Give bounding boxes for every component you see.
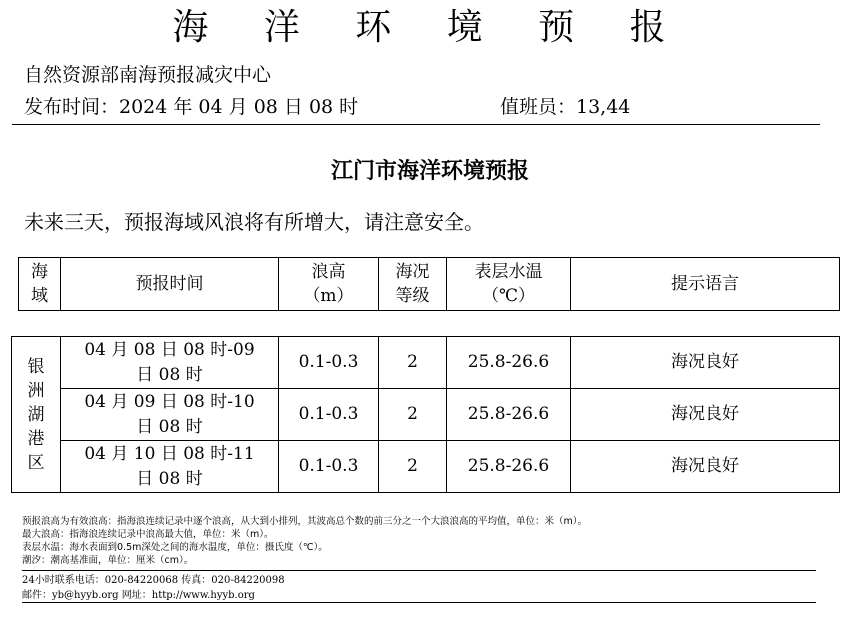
water-temp-cell: 25.8-26.6: [447, 337, 571, 389]
advice-cell: 海况良好: [571, 389, 840, 441]
contact-info: [22, 573, 285, 603]
water-temp-cell: 25.8-26.6: [447, 441, 571, 493]
water-temp-cell: 25.8-26.6: [447, 389, 571, 441]
note-wave-height: 预报浪高为有效浪高：指海浪连续记录中逐个浪高，从大到小排列，其波高总个数的前三分之一个大浪浪高的平均值，单位：米（m）。: [22, 516, 588, 527]
sea-state-cell: 2: [379, 441, 447, 493]
header-advice: 提示语言: [571, 258, 840, 311]
organization-name: 自然资源部南海预报减灾中心: [24, 64, 272, 86]
advice-cell: 海况良好: [571, 441, 840, 493]
footer-divider-top: [22, 570, 816, 571]
header-water-temp: 表层水温 （℃）: [447, 258, 571, 311]
forecast-time-cell: 04 月 10 日 08 时-11 日 08 时: [61, 441, 279, 493]
note-tide: 潮汐：潮高基准面，单位：厘米（cm）。: [22, 555, 194, 566]
forecast-time-cell: 04 月 09 日 08 时-10 日 08 时: [61, 389, 279, 441]
duty-officer: 值班员：13,44: [500, 96, 631, 118]
advice-cell: 海况良好: [571, 337, 840, 389]
footnotes: [22, 515, 587, 567]
table-row: [12, 337, 840, 389]
header-area: 海 域: [19, 258, 61, 311]
contact-email-web: 邮件：yb@hyyb.org 网址：http://www.hyyb.org: [22, 590, 255, 601]
report-subtitle: 江门市海洋环境预报: [330, 159, 529, 184]
table-row: [12, 389, 840, 441]
table-row: [12, 441, 840, 493]
forecast-summary: 未来三天，预报海域风浪将有所增大，请注意安全。: [24, 210, 484, 234]
issue-time: 发布时间：2024 年 04 月 08 日 08 时: [24, 96, 359, 118]
sea-state-cell: 2: [379, 337, 447, 389]
header-wave-height: 浪高 （m）: [279, 258, 379, 311]
forecast-time-cell: 04 月 08 日 08 时-09 日 08 时: [61, 337, 279, 389]
forecast-table-body: [11, 336, 840, 493]
footer-divider-bottom: [22, 602, 816, 603]
wave-height-cell: 0.1-0.3: [279, 389, 379, 441]
header-forecast-time: 预报时间: [61, 258, 279, 311]
header-sea-state: 海况 等级: [379, 258, 447, 311]
area-name-cell: 银 洲 湖 港 区: [12, 337, 61, 493]
wave-height-cell: 0.1-0.3: [279, 441, 379, 493]
sea-state-cell: 2: [379, 389, 447, 441]
contact-phone-fax: 24小时联系电话：020-84220068 传真：020-84220098: [22, 575, 285, 586]
wave-height-cell: 0.1-0.3: [279, 337, 379, 389]
note-water-temp: 表层水温：海水表面到0.5m深处之间的海水温度，单位：摄氏度（℃）。: [22, 542, 328, 553]
note-max-wave: 最大浪高：指海浪连续记录中浪高最大值，单位：米（m）。: [22, 529, 274, 540]
document-title: 海 洋 环 境 预 报: [172, 7, 688, 48]
forecast-table-header: [18, 257, 840, 311]
header-divider: [12, 124, 820, 125]
